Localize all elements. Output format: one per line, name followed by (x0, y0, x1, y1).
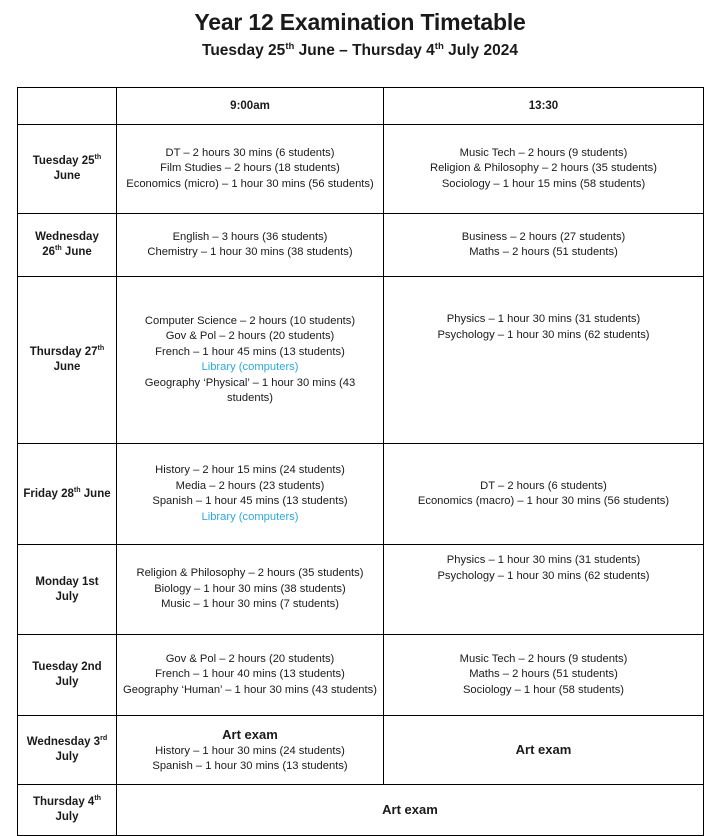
table-row (18, 716, 704, 785)
timetable-container (17, 87, 703, 836)
day-ordinal: th (55, 244, 62, 253)
subtitle-end: July 2024 (443, 42, 518, 59)
exam-entry: DT – 2 hours 30 mins (6 students) (165, 146, 335, 159)
day-name: Wednesday (35, 231, 99, 243)
exams-afternoon-wednesday-3-july: Art exam (384, 716, 704, 785)
exams-afternoon-friday-28-june (384, 444, 704, 545)
exam-entry: French – 1 hour 40 mins (13 students) (155, 668, 345, 681)
day-name: Thursday 4 (32, 796, 95, 808)
library-note: Library (computers) (201, 361, 299, 373)
exam-entry: Sociology – 1 hour 15 mins (58 students) (441, 177, 646, 190)
table-row (18, 277, 704, 444)
exam-entry: Music Tech – 2 hours (9 students) (459, 652, 628, 665)
day-ordinal: th (94, 794, 102, 803)
exam-entry: History – 2 hour 15 mins (24 students) (155, 464, 345, 476)
exam-entry: Media – 2 hours (23 students) (175, 479, 325, 492)
exams-afternoon-tuesday-25-june (384, 125, 704, 214)
exam-entry: French – 1 hour 45 mins (13 students) (155, 345, 345, 358)
timetable-body (18, 125, 704, 836)
exam-entry: Spanish – 1 hour 30 mins (13 students) (152, 760, 348, 772)
exams-morning-tuesday-2-july (117, 635, 384, 716)
timetable-page (0, 8, 720, 823)
exams-afternoon-monday-1-july (384, 545, 704, 635)
exam-entry: Geography ‘Physical’ – 1 hour 30 mins (43 students) (144, 376, 356, 404)
exam-entry: Computer Science – 2 hours (10 students) (144, 314, 356, 327)
day-month: June (80, 487, 111, 500)
exam-entry: Maths – 2 hours (51 students) (469, 246, 618, 258)
library-note: Library (computers) (201, 510, 299, 523)
exams-afternoon-tuesday-2-july (384, 635, 704, 716)
exams-afternoon-wednesday-26-june (384, 214, 704, 277)
day-month: July (55, 590, 79, 603)
art-exam-heading: Art exam (222, 726, 278, 742)
day-name: Monday 1st (35, 575, 99, 588)
page-subtitle (0, 41, 720, 61)
exams-morning-wednesday-3-july (117, 716, 384, 785)
column-header-day (18, 88, 117, 125)
exam-entry: Spanish – 1 hour 45 mins (13 students) (152, 495, 348, 507)
exams-morning-monday-1-july (117, 545, 384, 635)
subtitle-start: Tuesday 25 (202, 42, 286, 59)
exam-entry: History – 1 hour 30 mins (24 students) (155, 744, 345, 757)
exam-timetable (17, 87, 704, 836)
exam-entry: Religion & Philosophy – 2 hours (35 students) (430, 162, 657, 175)
day-label-thursday-4-july (18, 785, 117, 836)
exams-afternoon-thursday-27-june (384, 277, 704, 444)
day-name: Thursday 27 (29, 346, 98, 358)
exam-entry: Geography ‘Human’ – 1 hour 30 mins (43 students) (123, 683, 377, 696)
day-name: Wednesday 3 (26, 736, 101, 748)
exam-entry: Psychology – 1 hour 30 mins (62 students) (437, 328, 650, 341)
exam-entry: Psychology – 1 hour 30 mins (62 students) (437, 569, 650, 582)
exam-entry: Religion & Philosophy – 2 hours (35 students) (136, 567, 364, 580)
exam-entry: Maths – 2 hours (51 students) (469, 668, 618, 681)
day-month: June (53, 170, 81, 182)
day-ordinal: rd (100, 734, 108, 743)
day-month: June (61, 246, 92, 258)
day-month: July (55, 811, 79, 823)
exam-entry: Physics – 1 hour 30 mins (31 students) (446, 554, 641, 566)
exams-morning-tuesday-25-june (117, 125, 384, 214)
table-row (18, 125, 704, 214)
table-row (18, 444, 704, 545)
day-label-friday-28-june (18, 444, 117, 545)
exams-allday-thursday-4-july: Art exam (117, 785, 704, 836)
day-label-tuesday-2-july (18, 635, 117, 716)
column-header-morning: 9:00am (117, 88, 384, 125)
subtitle-middle: June – Thursday 4 (294, 42, 435, 59)
timetable-header-row (18, 88, 704, 125)
day-month: July (55, 751, 79, 763)
day-month: July (55, 676, 79, 688)
exam-entry: Gov & Pol – 2 hours (20 students) (165, 652, 335, 665)
day-number: 26 (42, 246, 55, 258)
subtitle-end-ordinal: th (434, 40, 444, 52)
exam-entry: Biology – 1 hour 30 mins (38 students) (154, 582, 346, 595)
exam-entry: Physics – 1 hour 30 mins (31 students) (446, 313, 641, 325)
exam-entry: Music – 1 hour 30 mins (7 students) (161, 598, 339, 611)
exams-morning-friday-28-june (117, 444, 384, 545)
day-ordinal: th (94, 153, 102, 162)
day-label-wednesday-3-july (18, 716, 117, 785)
day-name: Tuesday 25 (32, 155, 95, 167)
exam-entry: Economics (micro) – 1 hour 30 mins (56 students) (126, 177, 374, 190)
exam-entry: Gov & Pol – 2 hours (20 students) (165, 330, 335, 342)
day-label-tuesday-25-june (18, 125, 117, 214)
exam-entry: English – 3 hours (36 students) (172, 230, 328, 243)
subtitle-start-ordinal: th (285, 40, 295, 52)
exam-entry: Chemistry – 1 hour 30 mins (38 students) (147, 246, 353, 258)
day-label-monday-1-july (18, 545, 117, 635)
day-ordinal: th (73, 485, 81, 494)
day-name: Tuesday 2nd (32, 661, 102, 673)
exams-morning-thursday-27-june (117, 277, 384, 444)
table-row (18, 545, 704, 635)
table-row (18, 785, 704, 836)
column-header-afternoon: 13:30 (384, 88, 704, 125)
page-title: Year 12 Examination Timetable (194, 9, 526, 35)
exams-morning-wednesday-26-june (117, 214, 384, 277)
day-label-wednesday-26-june (18, 214, 117, 277)
day-label-thursday-27-june (18, 277, 117, 444)
day-month: June (53, 361, 81, 373)
day-name: Friday 28 (23, 487, 74, 500)
day-ordinal: th (97, 344, 105, 353)
exam-entry: DT – 2 hours (6 students) (480, 479, 607, 492)
exam-entry: Sociology – 1 hour (58 students) (462, 683, 625, 696)
exam-entry: Music Tech – 2 hours (9 students) (459, 146, 628, 159)
exam-entry: Film Studies – 2 hours (18 students) (160, 162, 340, 175)
table-row (18, 635, 704, 716)
exam-entry: Economics (macro) – 1 hour 30 mins (56 students) (417, 495, 670, 507)
table-row (18, 214, 704, 277)
exam-entry: Business – 2 hours (27 students) (461, 230, 626, 243)
